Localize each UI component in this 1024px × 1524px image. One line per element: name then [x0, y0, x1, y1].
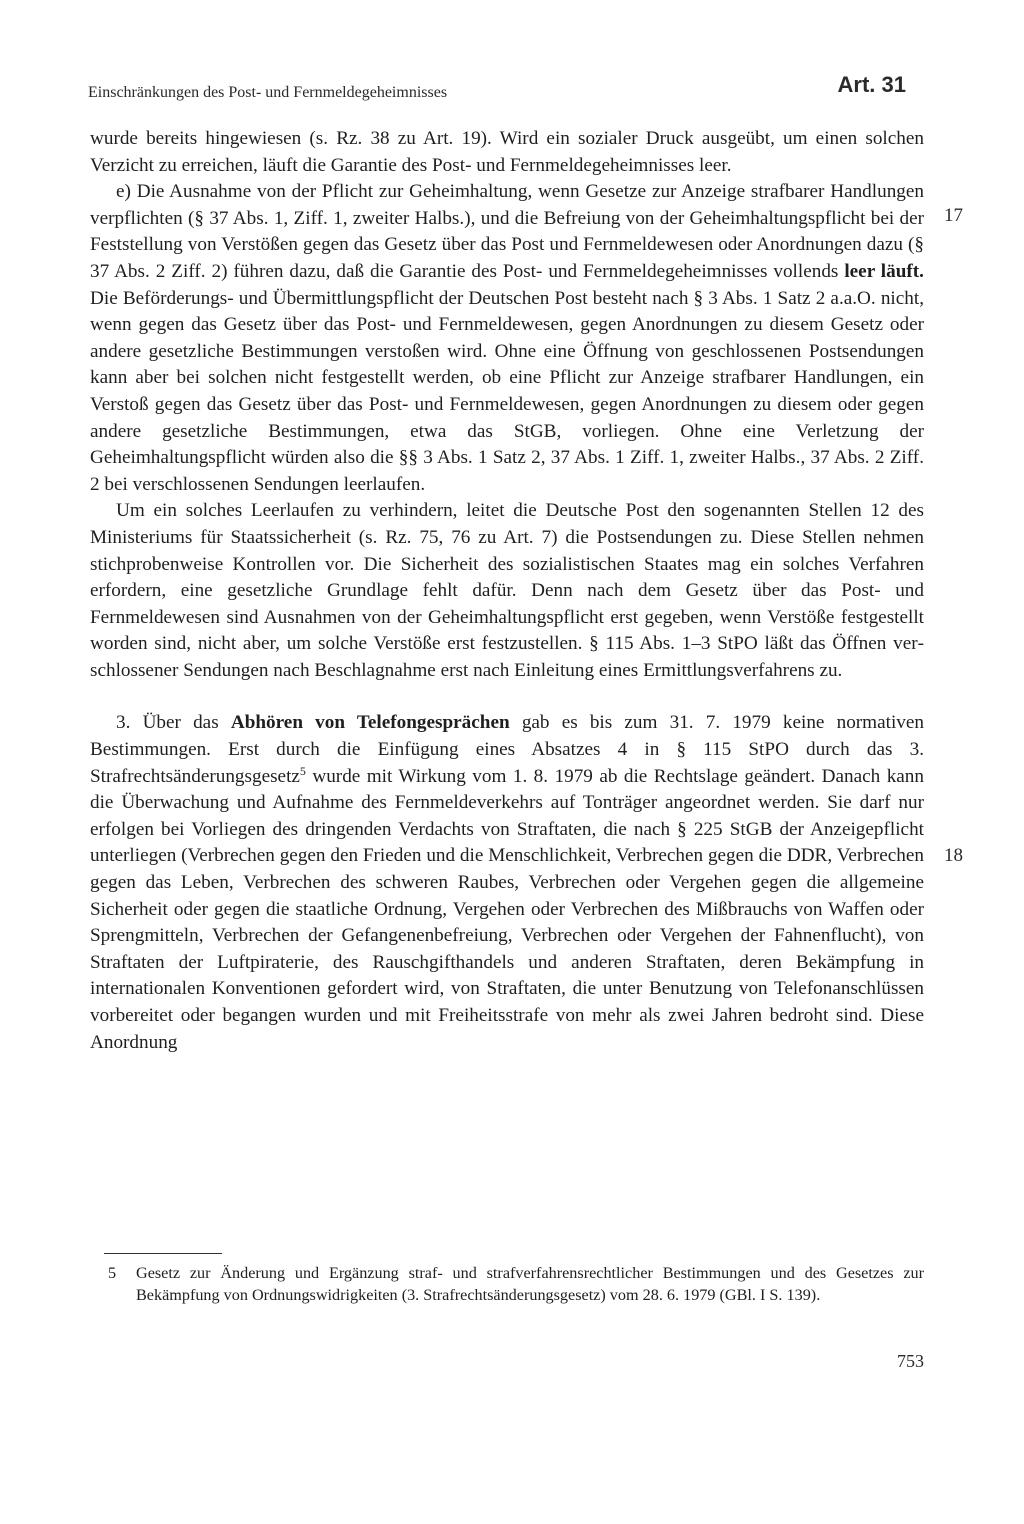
page-number: 753: [897, 1351, 924, 1371]
footnote-reference: 5: [299, 763, 306, 778]
paragraph-17e: [90, 179, 924, 498]
article-number: Art. 31: [837, 72, 906, 97]
paragraph-18-text-c: wurde mit Wirkung vom 1. 8. 1979 ab die Rechtslage geändert. Danach kann die Überwachung und Aufnahme des Fernmeldeverkehrs auf Tonträger angeordnet werden. Sie darf nur erfolgen bei Vorliegen des dringenden Verdachts von Straftaten, die nach § 225 StGB der Anzeigepflicht unterliegen (Verbrechen gegen den Frieden und die Menschlichkeit, Verbrechen gegen die DDR, Verbrechen gegen das Leben, Verbrechen des schweren Raubes, Verbrechen oder Vergehen gegen die allgemeine Sicherheit oder gegen die staatliche Ordnung, Vergehen oder Verbrechen des Mißbrauchs von Waffen oder Sprengmitteln, Verbrechen der Gefangenenbefreiung, Verbrechen oder Vergehen der Fahnenflucht), von Straftaten der Luftpiraterie, des Rauschgifthandels und anderen Straftaten, deren Bekämpfung in internationalen Konventionen gefordert wird, von Straftaten, die unter Benutzung von Telefonanschlüssen vorbereitet oder begangen wurden und mit Freiheitsstrafe von mehr als zwei Jahren bedroht sind. Diese Anordnung: [90, 765, 924, 1053]
paragraph-18: [90, 710, 924, 1056]
paragraph-17e-text-a: e) Die Ausnahme von der Pflicht zur Geheimhaltung, wenn Gesetze zur Anzeige strafbarer Handlungen verpflichten (§ 37 Abs. 1, Ziff. 1, zweiter Halbs.), und die Befreiung von der Geheimhaltungspflicht bei der Feststellung von Verstößen gegen das Gesetz über das Post und Fernmeldewesen oder Anordnungen dazu (§ 37 Abs. 2 Ziff. 2) führen dazu, daß die Garantie des Post- und Fernmeldegeheimnisses vollends: [90, 181, 924, 282]
footnote: [108, 1262, 924, 1307]
margin-number-18: 18: [944, 845, 963, 866]
footnote-mark: 5: [108, 1264, 117, 1282]
paragraph-17e-text-b: Die Beförderungs- und Übermittlungspflicht der Deutschen Post besteht nach § 3 Abs. 1 Satz 2 a.a.O. nicht, wenn gegen das Gesetz über das Post- und Fernmeldewesen, gegen Anordnungen zu diesem Gesetz oder andere gesetzliche Bestimmungen verstoßen wird. Ohne eine Öffnung von geschlossenen Postsendungen kann aber bei solchen nicht festgestellt werden, ob eine Pflicht zur Anzeige strafbarer Handlungen, ein Verstoß gegen das Gesetz über das Post- und Fernmeldewesen, gegen Anordnungen zu diesem oder gegen andere gesetzliche Bestimmungen, etwa das StGB, vorliegen. Ohne eine Verletzung der Geheimhaltungspflicht würden also die §§ 3 Abs. 1 Satz 2, 37 Abs. 1 Ziff. 1, zweiter Halbs., 37 Abs. 2 Ziff. 2 bei verschlossenen Sendungen leerlaufen.: [90, 287, 924, 495]
body-text: [90, 126, 924, 1056]
paragraph-continuation: wurde bereits hingewiesen (s. Rz. 38 zu Art. 19). Wird ein sozialer Druck ausgeübt, um einen solchen Verzicht zu erreichen, läuft die Garantie des Post- und Fernmeldegeheimnisses leer.: [90, 128, 924, 176]
margin-number-17: 17: [944, 205, 963, 226]
emphasis-abhoeren: Abhören von Telefongesprächen: [230, 712, 510, 734]
footnote-divider: [104, 1253, 222, 1254]
paragraph-gap: [90, 684, 924, 710]
paragraph-leerlaufen: Um ein solches Leerlaufen zu verhindern, leitet die Deutsche Post den sogenannten Stellen 12 des Ministeriums für Staatssicherheit (s. Rz. 75, 76 zu Art. 7) die Postsendungen zu. Diese Stellen nehmen stichprobenweise Kontrollen vor. Die Sicherheit des sozialistischen Staates mag ein solches Verfahren erfordern, eine gesetzliche Grundlage fehlt dafür. Denn nach dem Gesetz über das Post- und Fernmeldewesen sind Ausnahmen von der Geheimhaltungspflicht erst gegeben, wenn Verstöße festgestellt worden sind, nicht aber, um solche Verstöße erst festzustellen. § 115 Abs. 1–3 StPO läßt das Öffnen verschlossener Sendungen nach Beschlagnahme erst nach Einleitung eines Ermittlungsverfahrens zu.: [90, 500, 924, 681]
running-header-title: Einschränkungen des Post- und Fernmeldegeheimnisses: [88, 84, 448, 101]
paragraph-18-text-a: 3. Über das: [116, 712, 231, 734]
footnote-text: Gesetz zur Änderung und Ergänzung straf- und strafverfahrensrechtlicher Bestimmungen und des Gesetzes zur Bekämpfung von Ordnungswidrigkeiten (3. Strafrechtsänderungsgesetz) vom 28. 6. 1979 (GBl. I S. 139).: [136, 1264, 924, 1305]
emphasis-leer-laeuft: leer läuft.: [844, 260, 924, 282]
paragraph-18-text-b: gab es bis zum 31. 7. 1979 keine normativen Bestimmungen. Erst durch die Einfügung eines Absatzes 4 in § 115 StPO durch das 3. Strafrechtsänderungsgesetz: [90, 712, 924, 787]
